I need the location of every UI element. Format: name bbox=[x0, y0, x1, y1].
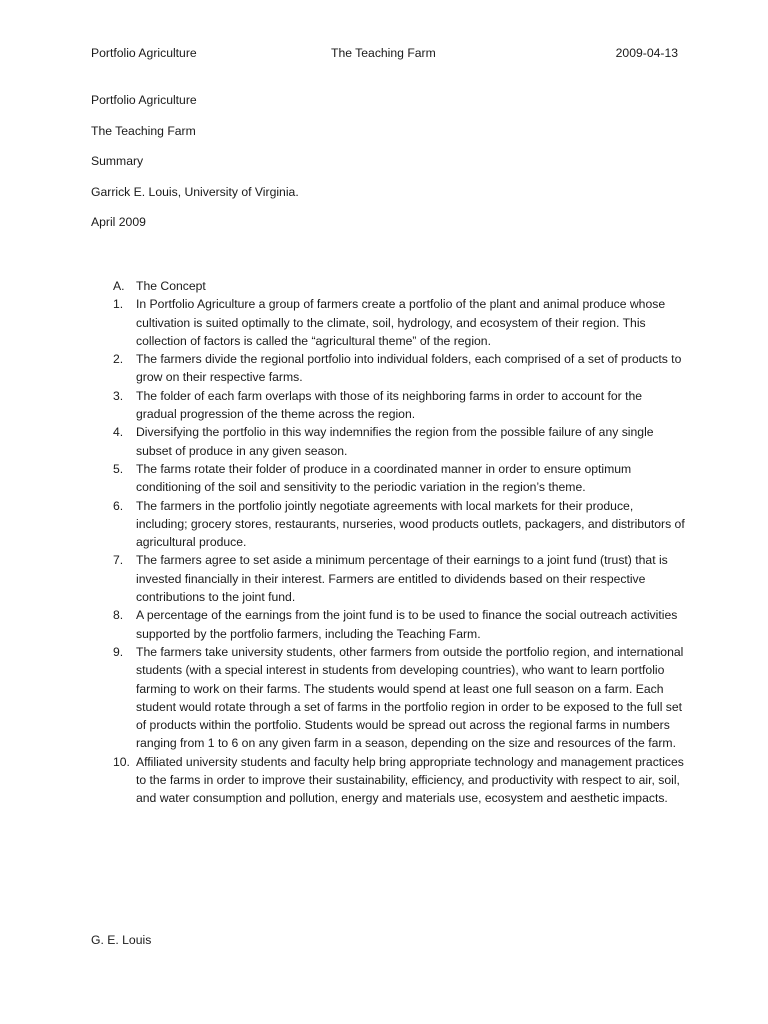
list-item-number: 2. bbox=[113, 352, 124, 367]
header-date: 2009-04-13 bbox=[615, 46, 678, 60]
list-item-number: 7. bbox=[113, 553, 124, 568]
page-header bbox=[91, 46, 678, 64]
list-item-number: 9. bbox=[113, 644, 124, 659]
list-item bbox=[91, 551, 691, 606]
list-item bbox=[91, 643, 691, 753]
list-item-text: The farmers in the portfolio jointly negotiate agreements with local markets for their produce, including; grocery stores, restaurants, nurseries, wood products outlets, packagers, and distributors of agricultural produce. bbox=[136, 498, 685, 550]
list-item-number: 10. bbox=[113, 754, 130, 769]
list-item bbox=[91, 497, 691, 552]
list-item bbox=[91, 423, 691, 460]
doc-author: Garrick E. Louis, University of Virginia. bbox=[91, 184, 299, 199]
list-item-text: The folder of each farm overlaps with those of its neighboring farms in order to account for the gradual progression of the theme across the region. bbox=[136, 388, 643, 422]
page-footer-author: G. E. Louis bbox=[91, 933, 152, 947]
list-item-text: Affiliated university students and faculty help bring appropriate technology and management practices to the farms in order to improve their sustainability, efficiency, and productivity with respect to air, soil, and water consumption and pollution, energy and materials use, ecosystem and aesthetic impacts. bbox=[136, 754, 684, 806]
doc-title: Portfolio Agriculture bbox=[91, 93, 197, 107]
header-center-title: The Teaching Farm bbox=[331, 46, 436, 60]
list-item-number: 6. bbox=[113, 498, 124, 513]
list-item-text: A percentage of the earnings from the joint fund is to be used to finance the social outreach activities supported by the portfolio farmers, including the Teaching Farm. bbox=[136, 608, 678, 641]
list-item-text: The farms rotate their folder of produce in a coordinated manner in order to ensure optimum conditioning of the soil and sensitivity to the periodic variation in the region’s theme. bbox=[136, 461, 632, 495]
list-item-number: 5. bbox=[113, 461, 124, 476]
list-item bbox=[91, 295, 691, 350]
document-meta bbox=[91, 92, 681, 245]
list-item-text: The farmers divide the regional portfolio into individual folders, each comprised of a set of products to grow on their respective farms. bbox=[136, 352, 682, 385]
list-item bbox=[91, 350, 691, 387]
doc-subtitle: The Teaching Farm bbox=[91, 123, 196, 138]
list-item bbox=[91, 387, 691, 424]
list-item-text: The farmers agree to set aside a minimum percentage of their earnings to a joint fund (trust) that is invested financially in their interest. Farmers are entitled to dividends based on their respective contributions to the joint fund. bbox=[136, 553, 668, 605]
list-item bbox=[91, 606, 691, 643]
doc-type: Summary bbox=[91, 154, 144, 168]
section-title: The Concept bbox=[136, 279, 206, 293]
list-item-number: 8. bbox=[113, 608, 124, 623]
list-item-number: 3. bbox=[113, 388, 124, 403]
list-item-text: The farmers take university students, other farmers from outside the portfolio region, and international students (with a special interest in students from developing countries), who want to learn portfolio farming to work on their farms. The students would spend at least one full season on a farm. Each student would rotate through a set of farms in the portfolio region in order to be exposed to the full set of products within the portfolio. Students would be spread out across the regional farms in numbers ranging from 1 to 6 on any given farm in a season, depending on the size and resources of the farm. bbox=[136, 644, 684, 751]
list-item bbox=[91, 753, 691, 808]
list-item-text: Diversifying the portfolio in this way indemnifies the region from the possible failure of any single subset of produce in any given season. bbox=[136, 425, 654, 458]
list-item bbox=[91, 460, 691, 497]
list-item-text: In Portfolio Agriculture a group of farmers create a portfolio of the plant and animal produce whose cultivation is suited optimally to the climate, soil, hydrology, and ecosystem of their region. This collection of factors is called the “agricultural theme” of the region. bbox=[136, 297, 666, 348]
concept-section bbox=[91, 277, 691, 808]
header-left-title: Portfolio Agriculture bbox=[91, 46, 197, 60]
doc-date: April 2009 bbox=[91, 215, 146, 229]
section-marker: A. bbox=[113, 279, 125, 293]
list-item-number: 1. bbox=[113, 297, 124, 312]
list-item-number: 4. bbox=[113, 425, 124, 440]
section-heading bbox=[91, 277, 691, 295]
